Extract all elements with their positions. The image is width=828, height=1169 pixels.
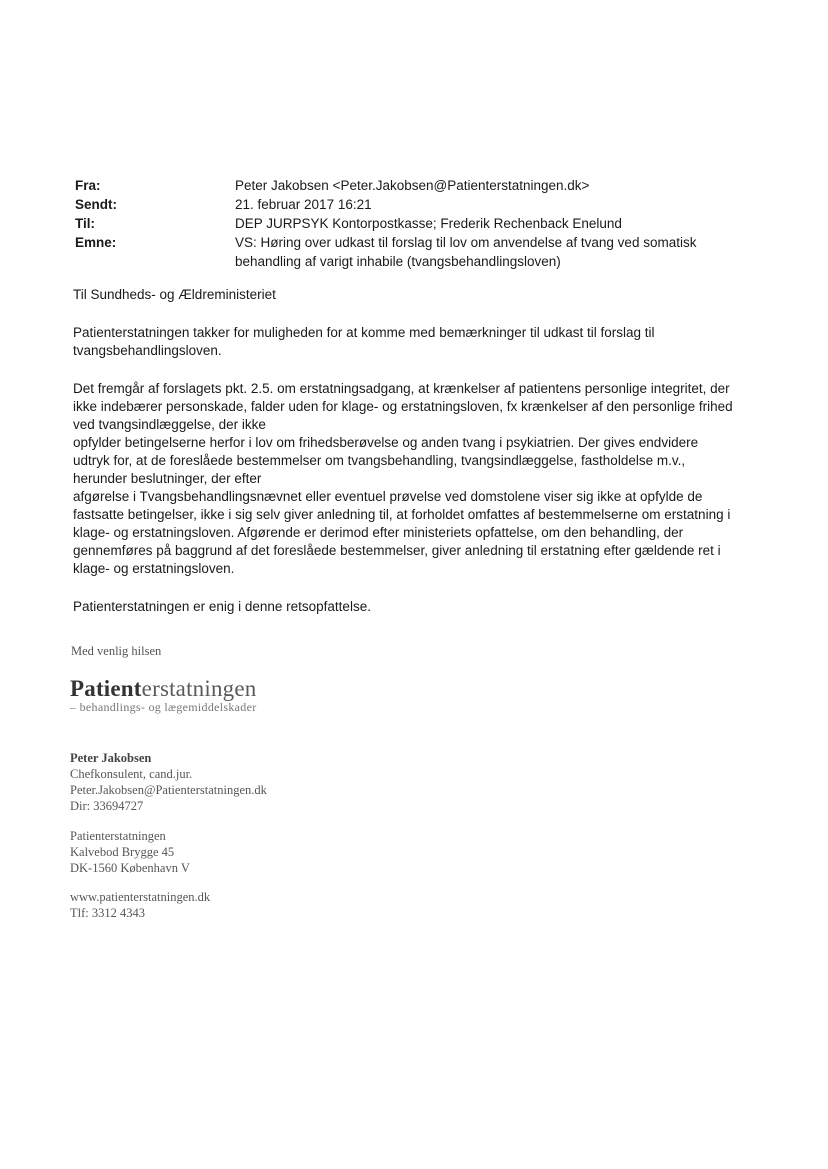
subject-line-2: behandling af varigt inhabile (tvangsbehandlingsloven)	[235, 254, 561, 269]
paragraph-2-line: klage- og erstatningsloven. Afgørende er derimod efter ministeriets opfattelse, om den behandling, der	[73, 525, 684, 540]
logo-tagline: – behandlings- og lægemiddelskader	[70, 700, 257, 714]
signature-direct-phone: Dir: 33694727	[70, 799, 144, 813]
subject-line-1: VS: Høring over udkast til forslag til lov om anvendelse af tvang ved somatisk	[235, 235, 697, 250]
paragraph-2-line: afgørelse i Tvangsbehandlingsnævnet eller eventuel prøvelse ved domstolene viser sig ikke at opfylde de	[73, 489, 703, 504]
paragraph-2-line: udtryk for, at de foreslåede bestemmelser om tvangsbehandling, tvangsindlæggelse, fastholdelse m.v.,	[73, 453, 686, 468]
to-row	[75, 214, 755, 233]
logo-name-rest: erstatningen	[141, 676, 257, 701]
from-label: Fra:	[75, 178, 101, 193]
paragraph-1	[73, 324, 748, 360]
sent-row	[75, 195, 755, 214]
signature-address	[70, 828, 190, 876]
paragraph-2-line: ved tvangsindlæggelse, der ikke	[73, 417, 266, 432]
logo-name	[70, 676, 257, 702]
closing-text: Med venlig hilsen	[71, 644, 162, 658]
to-value: DEP JURPSYK Kontorpostkasse; Frederik Rechenback Enelund	[235, 216, 622, 231]
signature-phone: Tlf: 3312 4343	[70, 906, 145, 920]
subject-label: Emne:	[75, 235, 117, 250]
sent-label: Sendt:	[75, 197, 117, 212]
paragraph-2-line: herunder beslutninger, der efter	[73, 471, 262, 486]
paragraph-2-line: ikke indebærer personskade, falder uden for klage- og erstatningsloven, fx krænkelser af den personlige frihed	[73, 399, 733, 414]
logo-name-bold: Patient	[70, 676, 142, 701]
paragraph-2-line: fastsatte betingelser, ikke i sig selv giver anledning til, at forholdet omfattes af bestemmelserne om erstatning i	[73, 507, 731, 522]
from-value: Peter Jakobsen <Peter.Jakobsen@Patienterstatningen.dk>	[235, 178, 590, 193]
paragraph-2	[73, 380, 748, 578]
sent-value: 21. februar 2017 16:21	[235, 197, 372, 212]
from-row	[75, 176, 755, 195]
paragraph-3: Patienterstatningen er enig i denne retsopfattelse.	[73, 599, 371, 614]
signature-contact	[70, 889, 210, 921]
signature-email[interactable]: Peter.Jakobsen@Patienterstatningen.dk	[70, 783, 267, 797]
paragraph-2-line: opfylder betingelserne herfor i lov om frihedsberøvelse og anden tvang i psykiatrien. Der gives endvidere	[73, 435, 699, 450]
letter-body	[73, 286, 748, 632]
company-logo	[70, 676, 257, 715]
paragraph-1-line: Patienterstatningen takker for muligheden for at komme med bemærkninger til udkast til forslag til	[73, 325, 655, 340]
signature-name: Peter Jakobsen	[70, 751, 152, 765]
signature-city: DK-1560 København V	[70, 861, 190, 875]
to-label: Til:	[75, 216, 95, 231]
subject-row	[75, 233, 755, 271]
paragraph-1-line: tvangsbehandlingsloven.	[73, 343, 222, 358]
paragraph-2-line: gennemføres på baggrund af det foreslåede bestemmelser, giver anledning til erstatning efter gældende ret i	[73, 543, 721, 558]
email-header	[75, 176, 755, 271]
paragraph-2-line: klage- og erstatningsloven.	[73, 561, 235, 576]
signature-org: Patienterstatningen	[70, 829, 166, 843]
signature-website[interactable]: www.patienterstatningen.dk	[70, 890, 211, 904]
signature-title: Chefkonsulent, cand.jur.	[70, 767, 193, 781]
paragraph-2-line: Det fremgår af forslagets pkt. 2.5. om erstatningsadgang, at krænkelser af patientens personlige integritet, der	[73, 381, 730, 396]
signature-street: Kalvebod Brygge 45	[70, 845, 175, 859]
subject-value	[235, 233, 755, 271]
salutation: Til Sundheds- og Ældreministeriet	[73, 287, 276, 302]
signature-person	[70, 750, 267, 814]
